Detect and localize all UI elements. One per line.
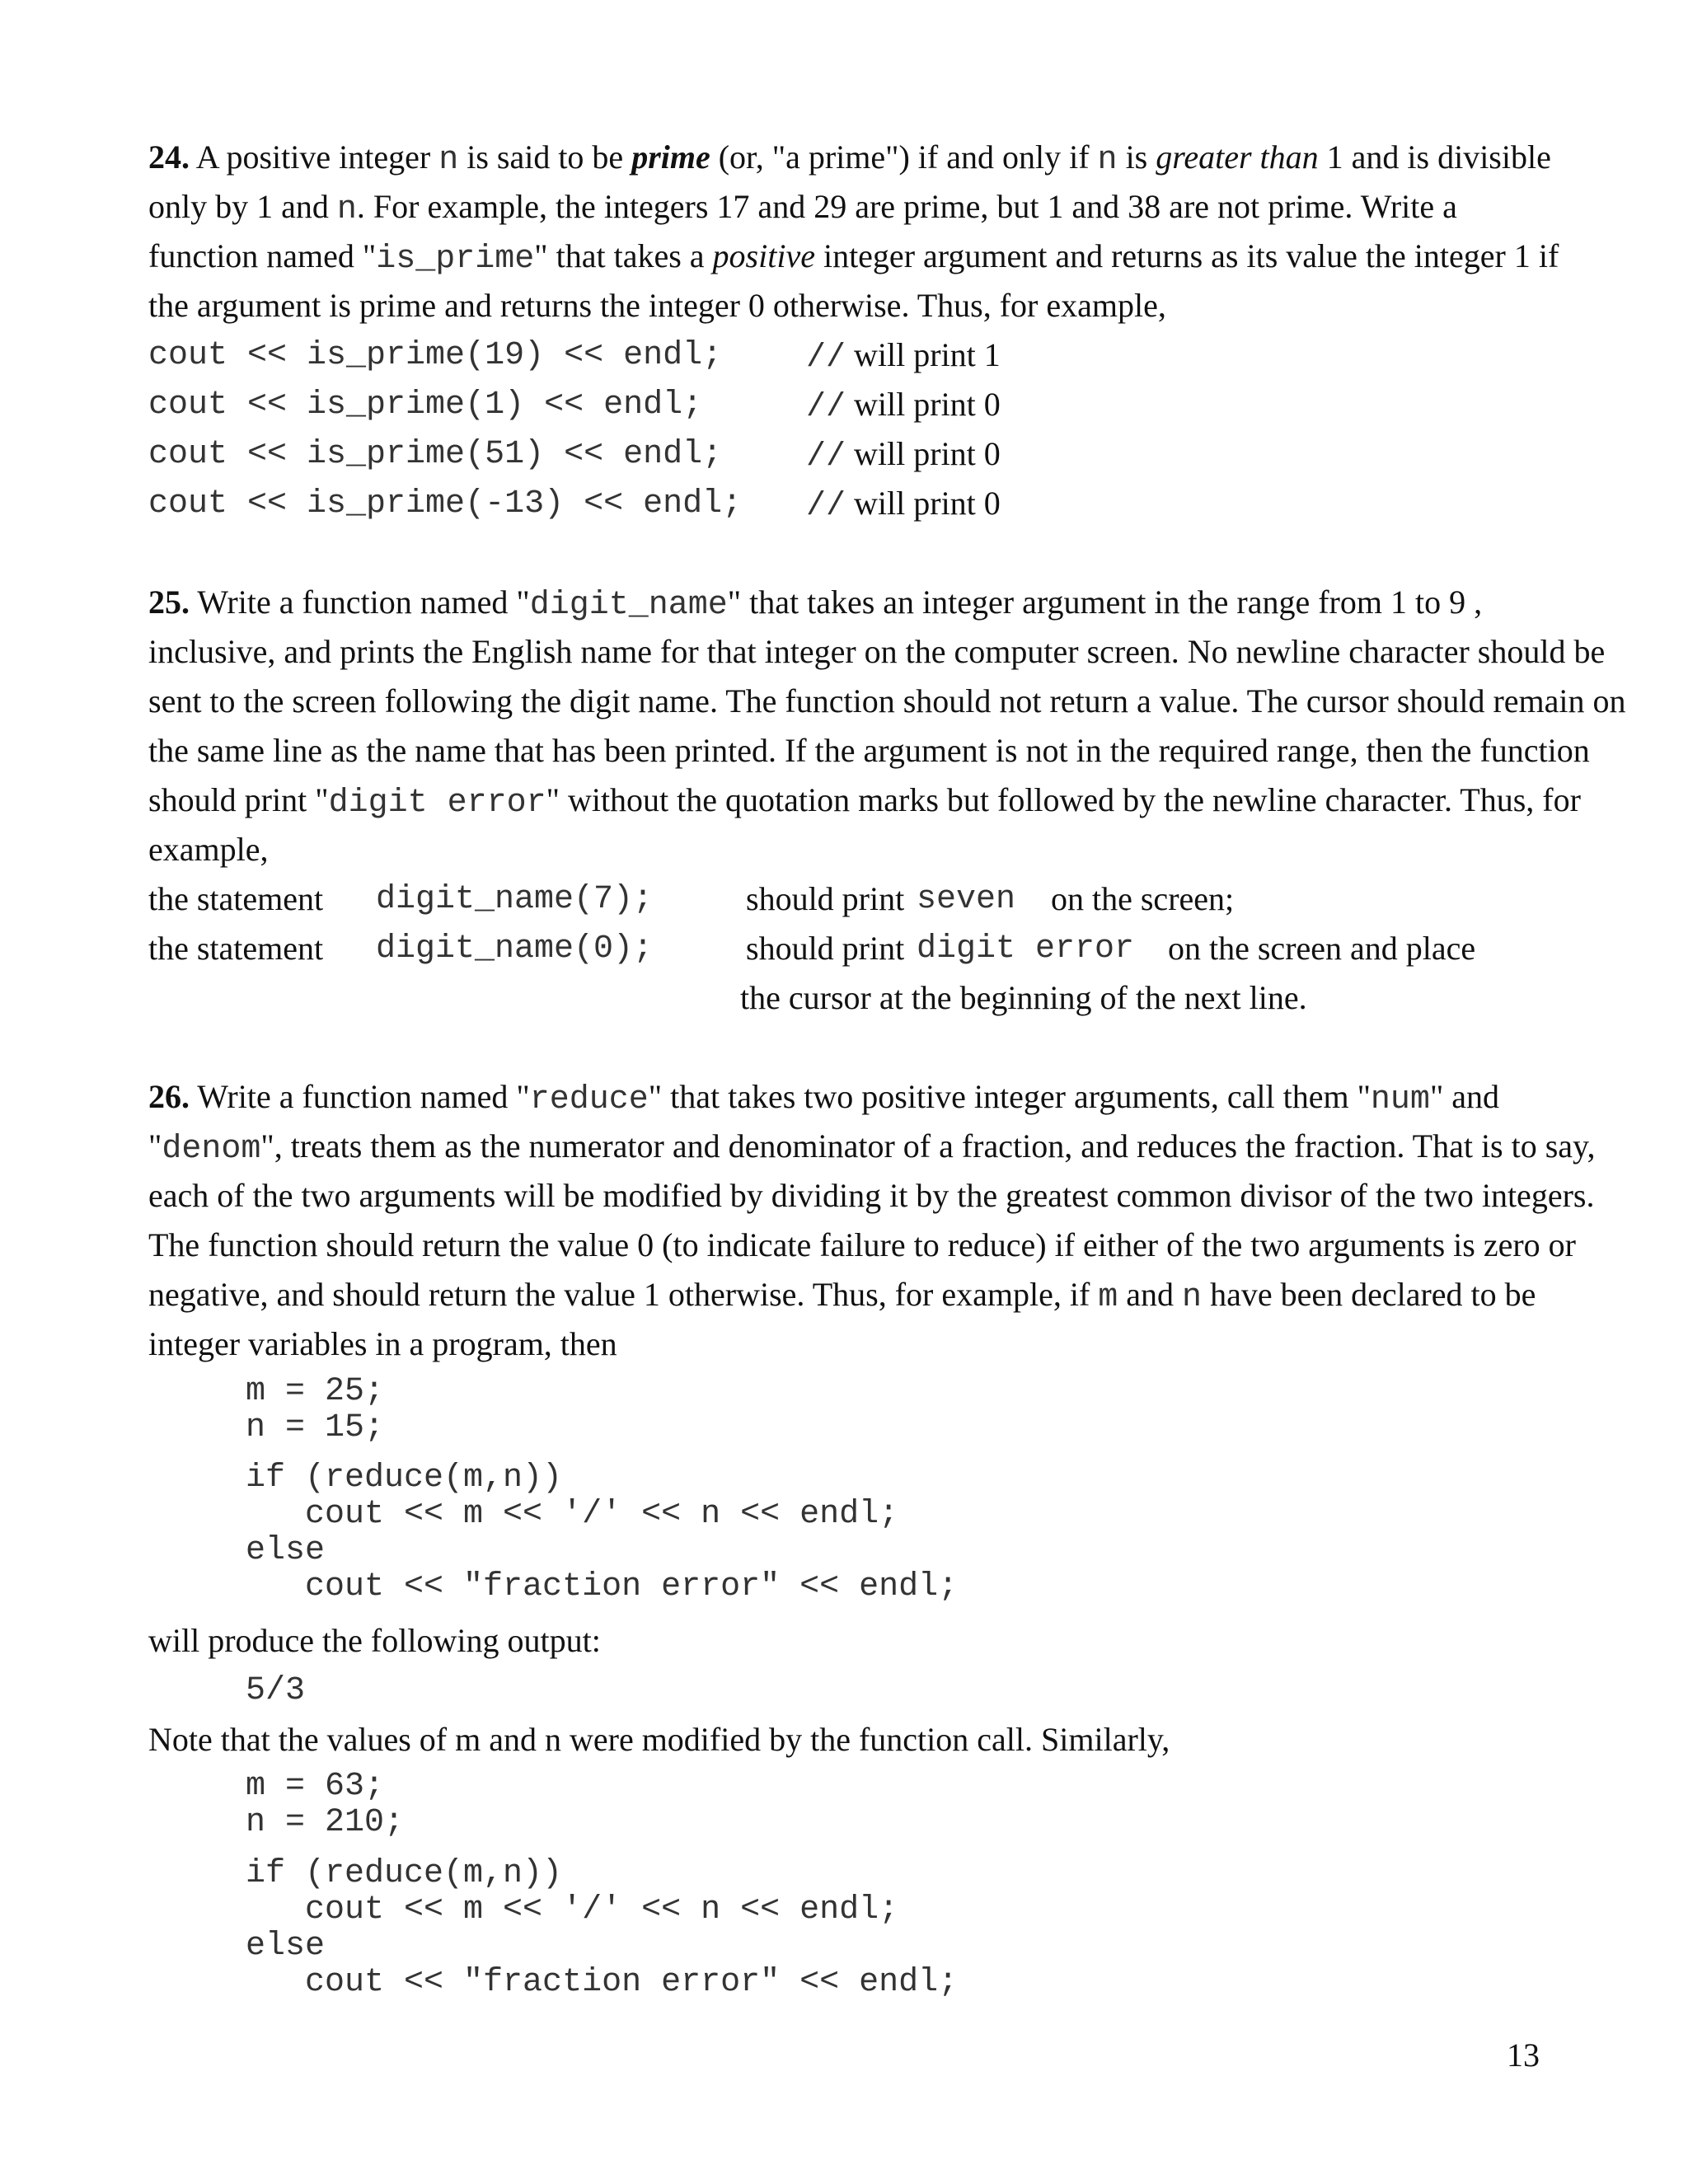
example-lead: the statement (148, 880, 324, 917)
p25-line-1: 25. Write a function named "digit_name" that takes an integer argument in the range from 1 to 9 , (148, 583, 1483, 624)
code-comment: // will print 0 (806, 386, 1001, 426)
example-tail: on the screen; (1051, 880, 1235, 917)
code-statement: cout << is_prime(1) << endl; (148, 387, 703, 424)
p26-line-5: negative, and should return the value 1 otherwise. Thus, for example, if m and n have been declared to be (148, 1276, 1536, 1316)
code-line: cout << m << '/' << n << endl; (246, 1496, 899, 1533)
p25-line-5: should print "digit error" without the quotation marks but followed by the newline character. Thus, for (148, 781, 1581, 822)
p25-line-4: the same line as the name that has been printed. If the argument is not in the required range, then the function (148, 732, 1590, 769)
example-should-print: should print (746, 930, 905, 967)
function-name: digit_name (529, 587, 728, 624)
code-line: n = 210; (246, 1804, 405, 1841)
p25-number: 25. (148, 583, 190, 621)
p26-number: 26. (148, 1078, 190, 1115)
code-line: else (246, 1928, 326, 1965)
function-name: reduce (529, 1081, 649, 1118)
p26-line-6: integer variables in a program, then (148, 1325, 617, 1362)
p24-line-4: the argument is prime and returns the integer 0 otherwise. Thus, for example, (148, 287, 1166, 324)
example-code: digit_name(0); (376, 930, 654, 968)
note-line: Note that the values of m and n were modified by the function call. Similarly, (148, 1721, 1170, 1758)
code-line: cout << m << '/' << n << endl; (246, 1891, 899, 1929)
code-statement: cout << is_prime(51) << endl; (148, 436, 723, 473)
example-code: digit_name(7); (376, 881, 654, 918)
code-line: cout << "fraction error" << endl; (246, 1568, 959, 1605)
code-line: m = 25; (246, 1373, 385, 1410)
example-tail: on the screen and place (1168, 930, 1476, 967)
example-should-print: should print (746, 880, 905, 917)
code-line: cout << "fraction error" << endl; (246, 1964, 959, 2001)
example-output: digit error (917, 930, 1135, 968)
function-name: is_prime (376, 241, 535, 278)
code-statement: cout << is_prime(19) << endl; (148, 337, 723, 374)
example-lead: the statement (148, 930, 324, 967)
p24-number: 24. (148, 138, 190, 176)
program-output: 5/3 (246, 1672, 306, 1709)
code-line: if (reduce(m,n)) (246, 1460, 563, 1497)
page-number: 13 (1507, 2036, 1540, 2074)
code-comment: // will print 0 (806, 435, 1001, 476)
p24-line-1: 24. A positive integer n is said to be prime (or, "a prime") if and only if n is greater than 1 and is divisible (148, 138, 1551, 179)
p24-line-3: function named "is_prime" that takes a positive integer argument and returns as its value the integer 1 if (148, 237, 1559, 278)
code-comment: // will print 1 (806, 336, 1001, 377)
p26-line-1: 26. Write a function named "reduce" that takes two positive integer arguments, call them "num" and (148, 1078, 1500, 1118)
p25-line-2: inclusive, and prints the English name for that integer on the computer screen. No newline character should be (148, 633, 1606, 670)
code-comment: // will print 0 (806, 485, 1001, 525)
example-output: seven (917, 881, 1016, 918)
code-line: n = 15; (246, 1409, 385, 1446)
p24-line-2: only by 1 and n. For example, the integers 17 and 29 are prime, but 1 and 38 are not prime. Write a (148, 188, 1457, 228)
code-line: if (reduce(m,n)) (246, 1855, 563, 1892)
output-intro: will produce the following output: (148, 1622, 601, 1659)
code-line: m = 63; (246, 1768, 385, 1805)
p26-line-3: each of the two arguments will be modified by dividing it by the greatest common divisor of the two integers. (148, 1177, 1595, 1214)
code-line: else (246, 1532, 326, 1569)
example-continuation: the cursor at the beginning of the next line. (740, 979, 1307, 1016)
p25-line-3: sent to the screen following the digit name. The function should not return a value. The cursor should remain on (148, 682, 1626, 719)
p26-line-2: "denom", treats them as the numerator and denominator of a fraction, and reduces the fraction. That is to say, (148, 1127, 1596, 1168)
p26-line-4: The function should return the value 0 (to indicate failure to reduce) if either of the two arguments is zero or (148, 1226, 1576, 1263)
code-statement: cout << is_prime(-13) << endl; (148, 485, 743, 523)
p25-line-6: example, (148, 831, 269, 868)
prime-term: prime (631, 138, 710, 176)
